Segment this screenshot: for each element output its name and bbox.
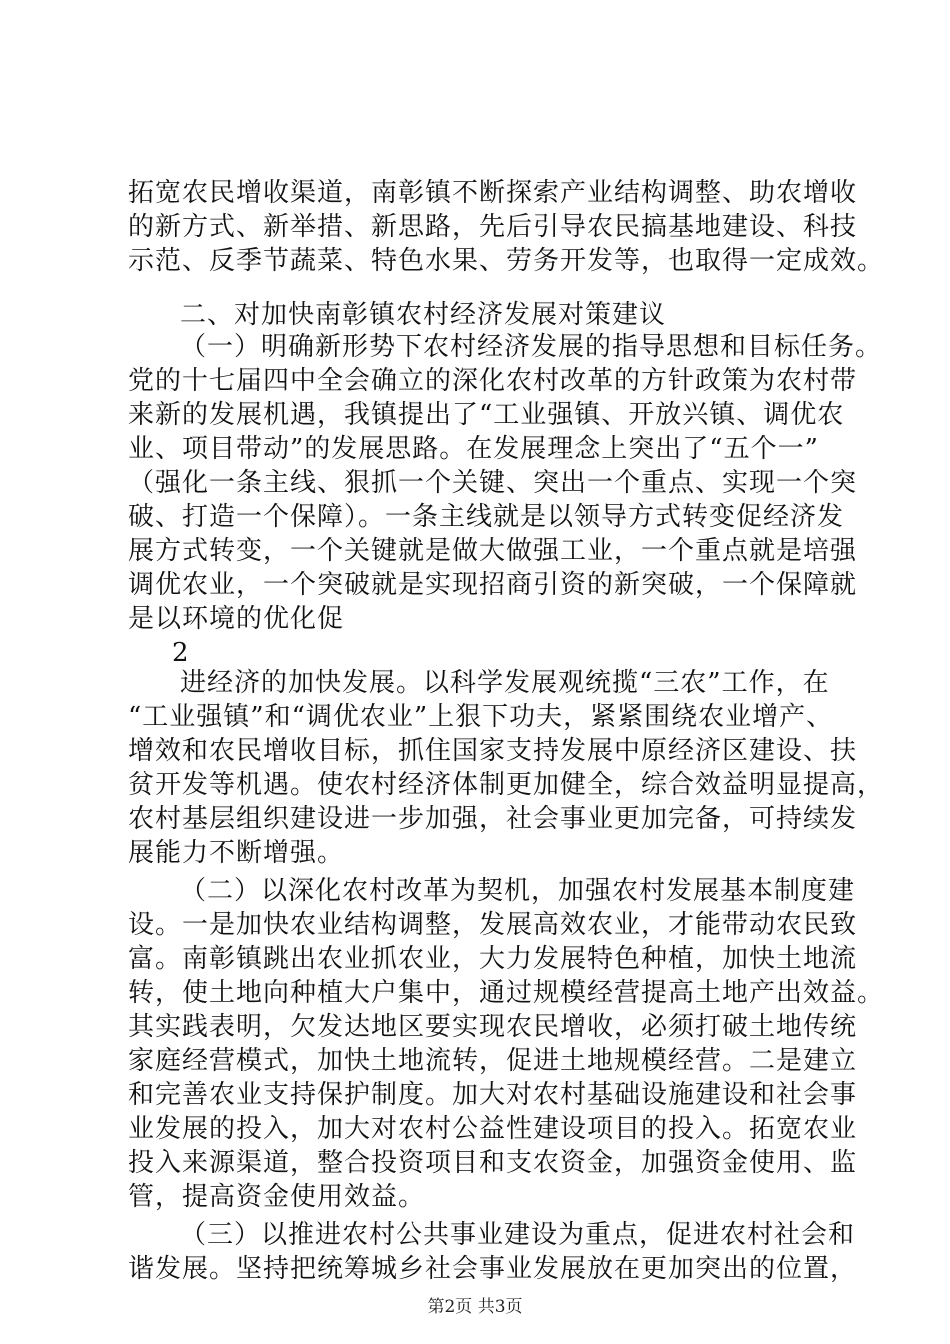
subsection-heading: （二）以深化农村改革为契机，加强农村发展基本制度建 [180,876,856,906]
body-line: 贫开发等机遇。使农村经济体制更加健全，综合效益明显提高， [128,770,885,800]
body-line: 增效和农民增收目标，抓住国家支持发展中原经济区建设、扶 [128,736,858,766]
body-line: 破、打造一个保障）。一条主线就是以领导方式转变促经济发 [128,502,845,532]
body-line: 拓宽农民增收渠道，南彰镇不断探索产业结构调整、助农增收 [128,178,858,208]
body-line: 业发展的投入，加大对农村公益性建设项目的投入。拓宽农业 [128,1114,858,1144]
subsection-heading: （三）以推进农村公共事业建设为重点，促进农村社会和 [180,1220,856,1250]
section-heading: 二、对加快南彰镇农村经济发展对策建议 [180,300,667,330]
body-line: 是以环境的优化促 [128,604,345,634]
body-line: 设。一是加快农业结构调整，发展高效农业，才能带动农民致 [128,910,858,940]
body-line: 来新的发展机遇，我镇提出了“工业强镇、开放兴镇、调优农 [128,400,845,430]
body-line: 富。南彰镇跳出农业抓农业，大力发展特色种植，加快土地流 [128,944,858,974]
body-line: 家庭经营模式，加快土地流转，促进土地规模经营。二是建立 [128,1046,858,1076]
body-line: 调优农业，一个突破就是实现招商引资的新突破，一个保障就 [128,570,858,600]
subsection-heading: （一）明确新形势下农村经济发展的指导思想和目标任务。 [180,332,883,362]
inline-page-number: 2 [172,638,190,668]
body-line: 投入来源渠道，整合投资项目和支农资金，加强资金使用、监 [128,1148,858,1178]
body-line: 的新方式、新举措、新思路，先后引导农民搞基地建设、科技 [128,212,858,242]
body-line: 进经济的加快发展。以科学发展观统揽“三农”工作，在 [180,668,830,698]
body-line: （强化一条主线、狠抓一个关键、突出一个重点、实现一个突 [128,468,858,498]
body-line: “工业强镇”和“调优农业”上狠下功夫，紧紧围绕农业增产、 [128,702,834,732]
body-line: 示范、反季节蔬菜、特色水果、劳务开发等，也取得一定成效。 [128,246,885,276]
body-line: 展能力不断增强。 [128,838,345,868]
body-line: 业、项目带动”的发展思路。在发展理念上突出了“五个一” [128,434,819,464]
body-line: 展方式转变，一个关键就是做大做强工业，一个重点就是培强 [128,536,858,566]
body-line: 农村基层组织建设进一步加强，社会事业更加完备，可持续发 [128,804,858,834]
body-line: 和完善农业支持保护制度。加大对农村基础设施建设和社会事 [128,1080,858,1110]
body-line: 谐发展。坚持把统筹城乡社会事业发展放在更加突出的位置， [128,1254,858,1284]
body-line: 其实践表明，欠发达地区要实现农民增收，必须打破土地传统 [128,1012,858,1042]
body-line: 管，提高资金使用效益。 [128,1182,426,1212]
body-line: 党的十七届四中全会确立的深化农村改革的方针政策为农村带 [128,366,858,396]
page-footer: 第2页 共3页 [427,1297,523,1317]
body-line: 转，使土地向种植大户集中，通过规模经营提高土地产出效益。 [128,978,885,1008]
